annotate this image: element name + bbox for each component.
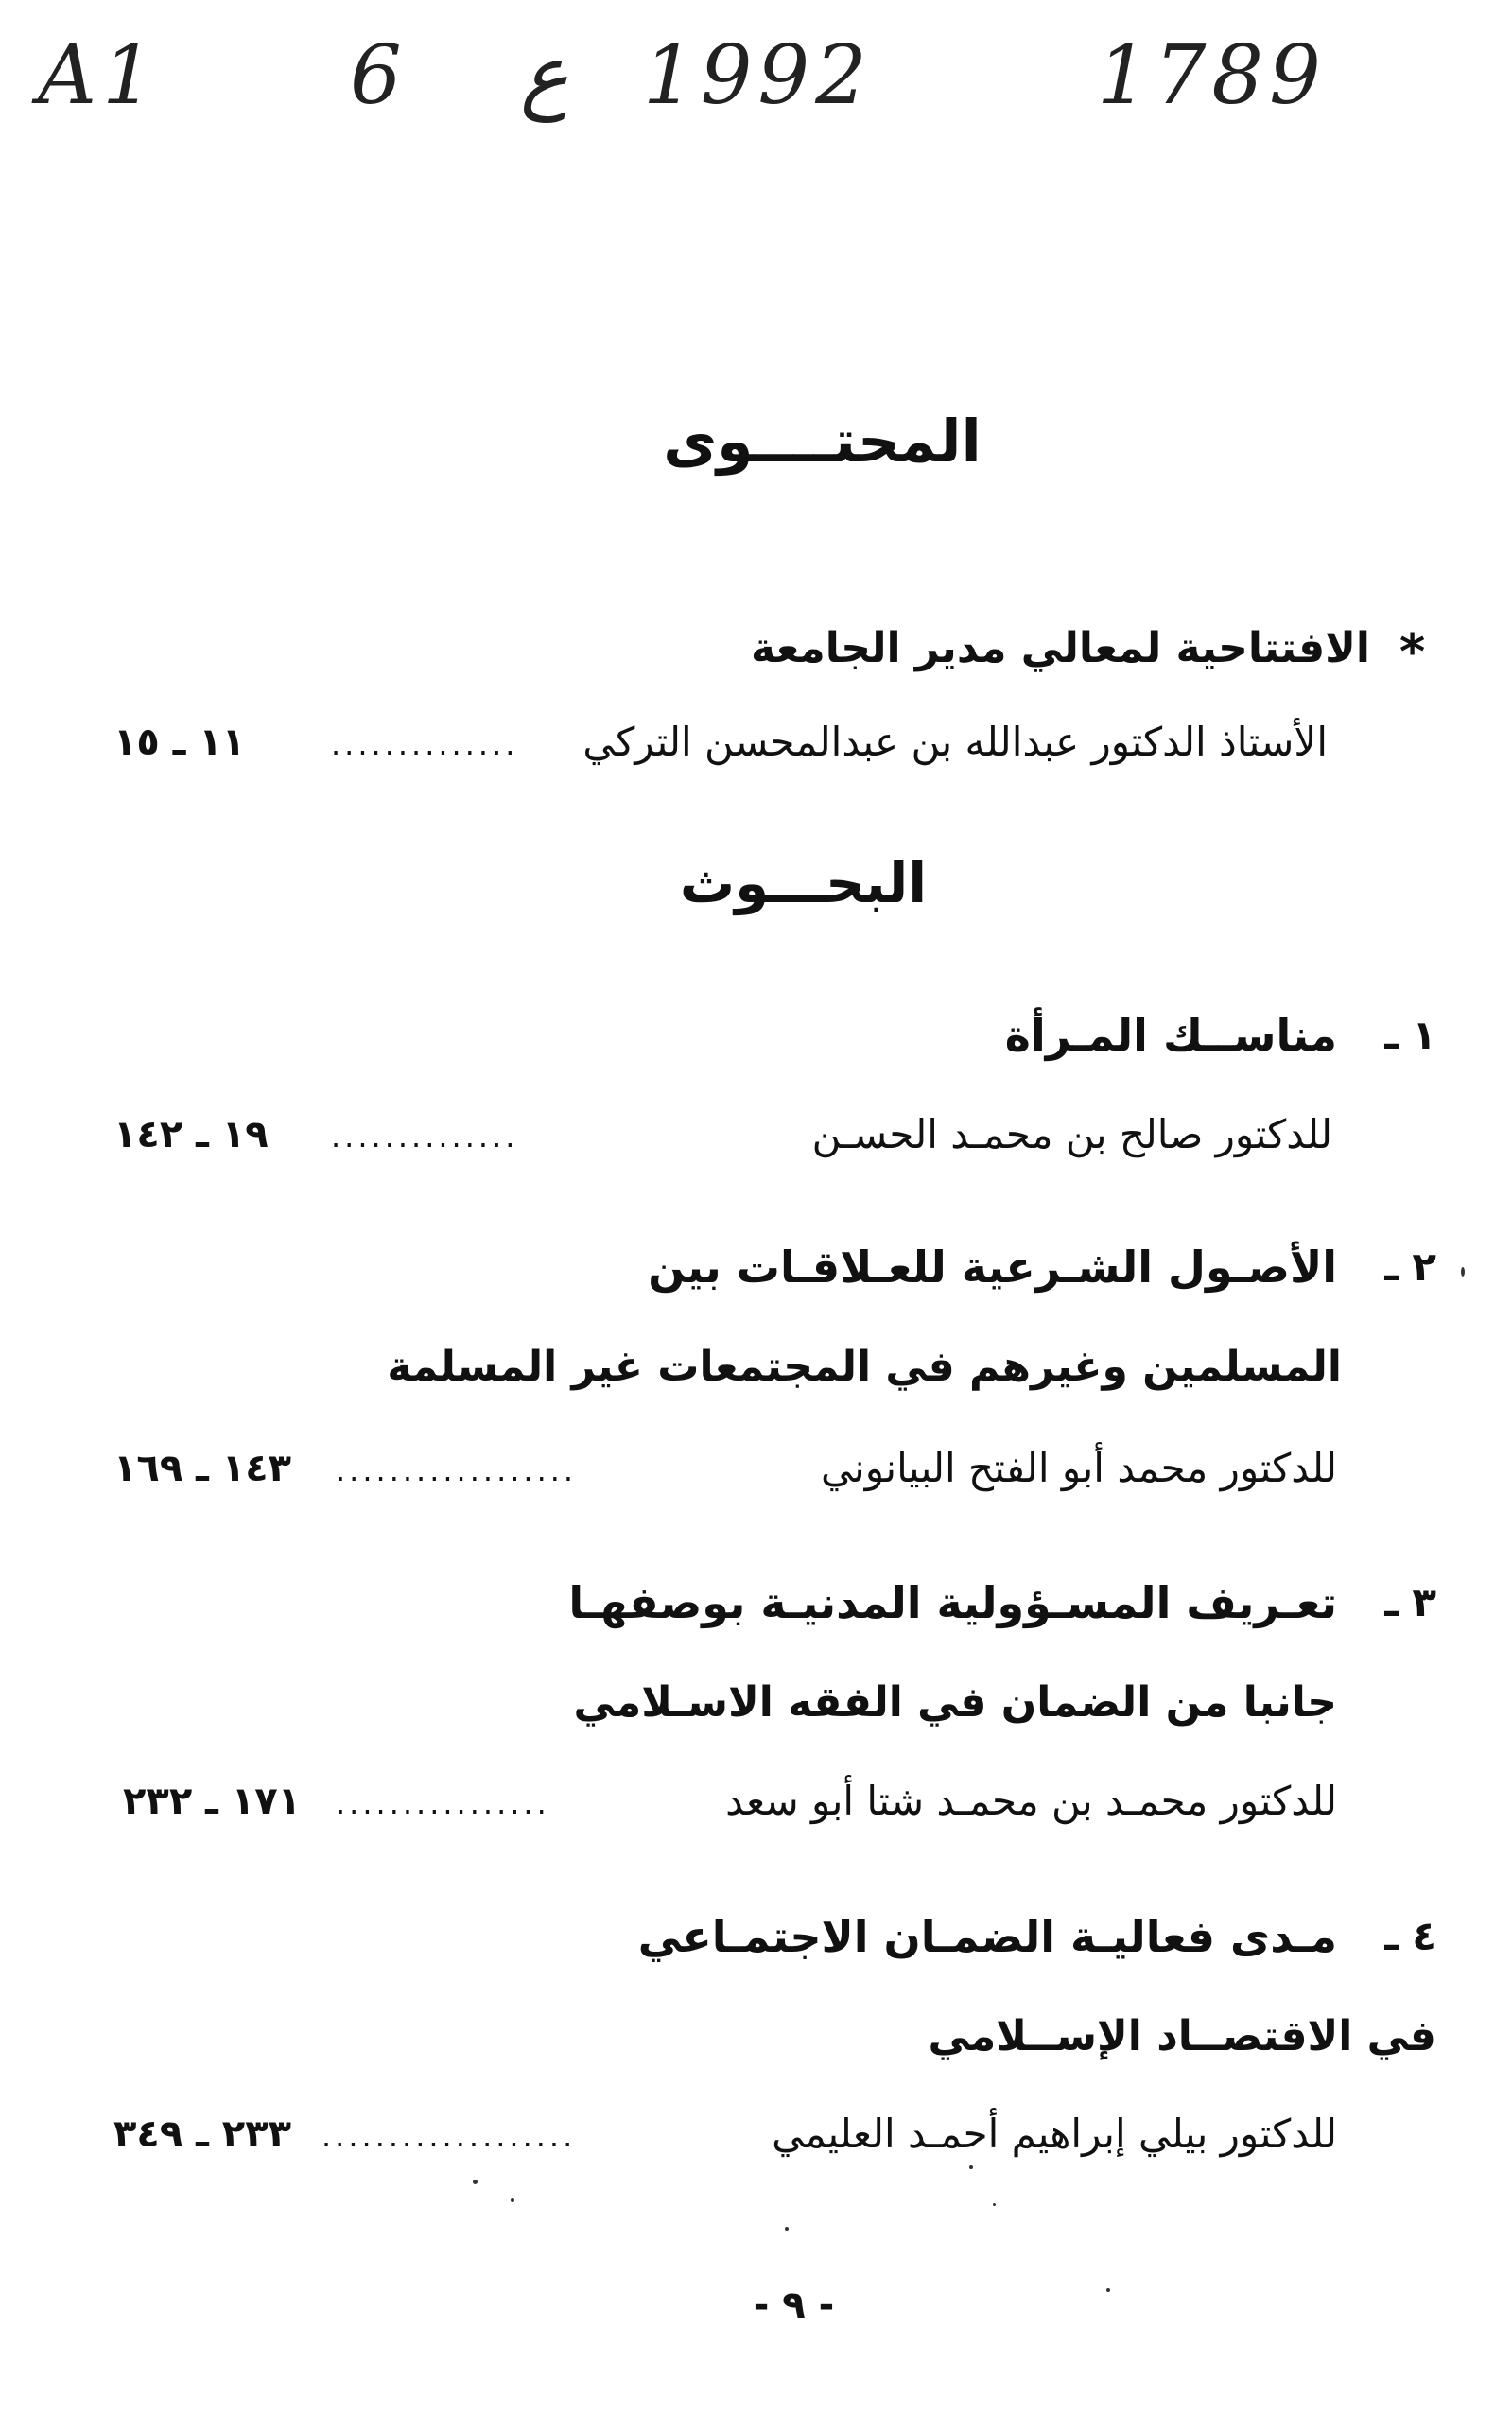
page-number: - ٩ - [753,2284,835,2327]
item-3-title-line-2: جانبا من الضمان في الفقه الاسـلامي [573,1678,1337,1727]
opening-heading: الافتتاحية لمعالي مدير الجامعة [751,624,1370,672]
research-section-title: البحـــوث [679,851,928,915]
item-1-author: للدكتور صالح بن محمـد الحسـن [811,1111,1332,1157]
item-4-author: للدكتور بيلي إبراهيم أحمـد العليمي [772,2111,1337,2157]
item-1-dots: .............. [331,1119,519,1155]
item-3-dots: ................ [336,1785,550,1821]
scan-speck [785,2227,789,2231]
scan-speck [969,2165,973,2169]
item-1-pages: ١٩ ـ ١٤٢ [113,1113,269,1156]
scan-speck [473,2180,478,2184]
item-4-pages: ٢٣٣ ـ ٣٤٩ [113,2112,292,2156]
handwritten-year: 1992 [643,28,873,123]
item-3-author: للدكتور محمـد بن محمـد شتا أبو سعد [725,1778,1337,1824]
handwritten-code-b: 6 [350,28,408,123]
handwritten-number: 1789 [1097,28,1327,123]
handwritten-code-c: ع [520,28,569,123]
item-3-pages: ١٧١ ـ ٢٣٢ [123,1780,302,1823]
item-2-title-line-2: المسلمين وغيرهم في المجتمعات غير المسلمة [387,1343,1342,1391]
item-4-title-line-1: مـدى فعاليـة الضمـان الاجتمـاعي [637,1911,1337,1962]
item-3-title-line-1: تعـريف المسـؤولية المدنيـة بوصفهـا [568,1577,1337,1628]
item-3-number: ٣ ـ [1384,1579,1436,1625]
scan-speck [1106,2288,1110,2292]
opening-author: الأستاذ الدكتور عبدالله بن عبدالمحسن التركي [582,719,1328,765]
opening-dots: .............. [331,726,519,762]
item-1-number: ١ ـ [1384,1012,1436,1058]
item-4-title-line-2: في الاقتصــاد الإســلامي [928,2012,1436,2060]
item-2-title-line-1: الأصـول الشـرعية للعـلاقـات بين [648,1242,1337,1293]
item-2-dots: .................. [336,1452,578,1488]
opening-marker: * [1399,624,1426,681]
handwritten-code-a: A1 [38,28,160,123]
item-4-dots: ................... [322,2118,577,2154]
item-2-author: للدكتور محمد أبو الفتح البيانوني [821,1445,1337,1491]
opening-pages: ١١ ـ ١٥ [113,721,246,764]
scan-speck [1461,1267,1465,1277]
item-2-number: ٢ ـ [1384,1243,1436,1290]
scan-speck [993,2203,996,2206]
item-2-pages: ١٤٣ ـ ١٦٩ [113,1447,292,1490]
item-4-number: ٤ ـ [1384,1913,1436,1959]
page-title: المحتــــوى [663,407,982,476]
item-1-title-line-1: مناســك المـرأة [1004,1010,1337,1061]
scan-speck [511,2198,514,2202]
